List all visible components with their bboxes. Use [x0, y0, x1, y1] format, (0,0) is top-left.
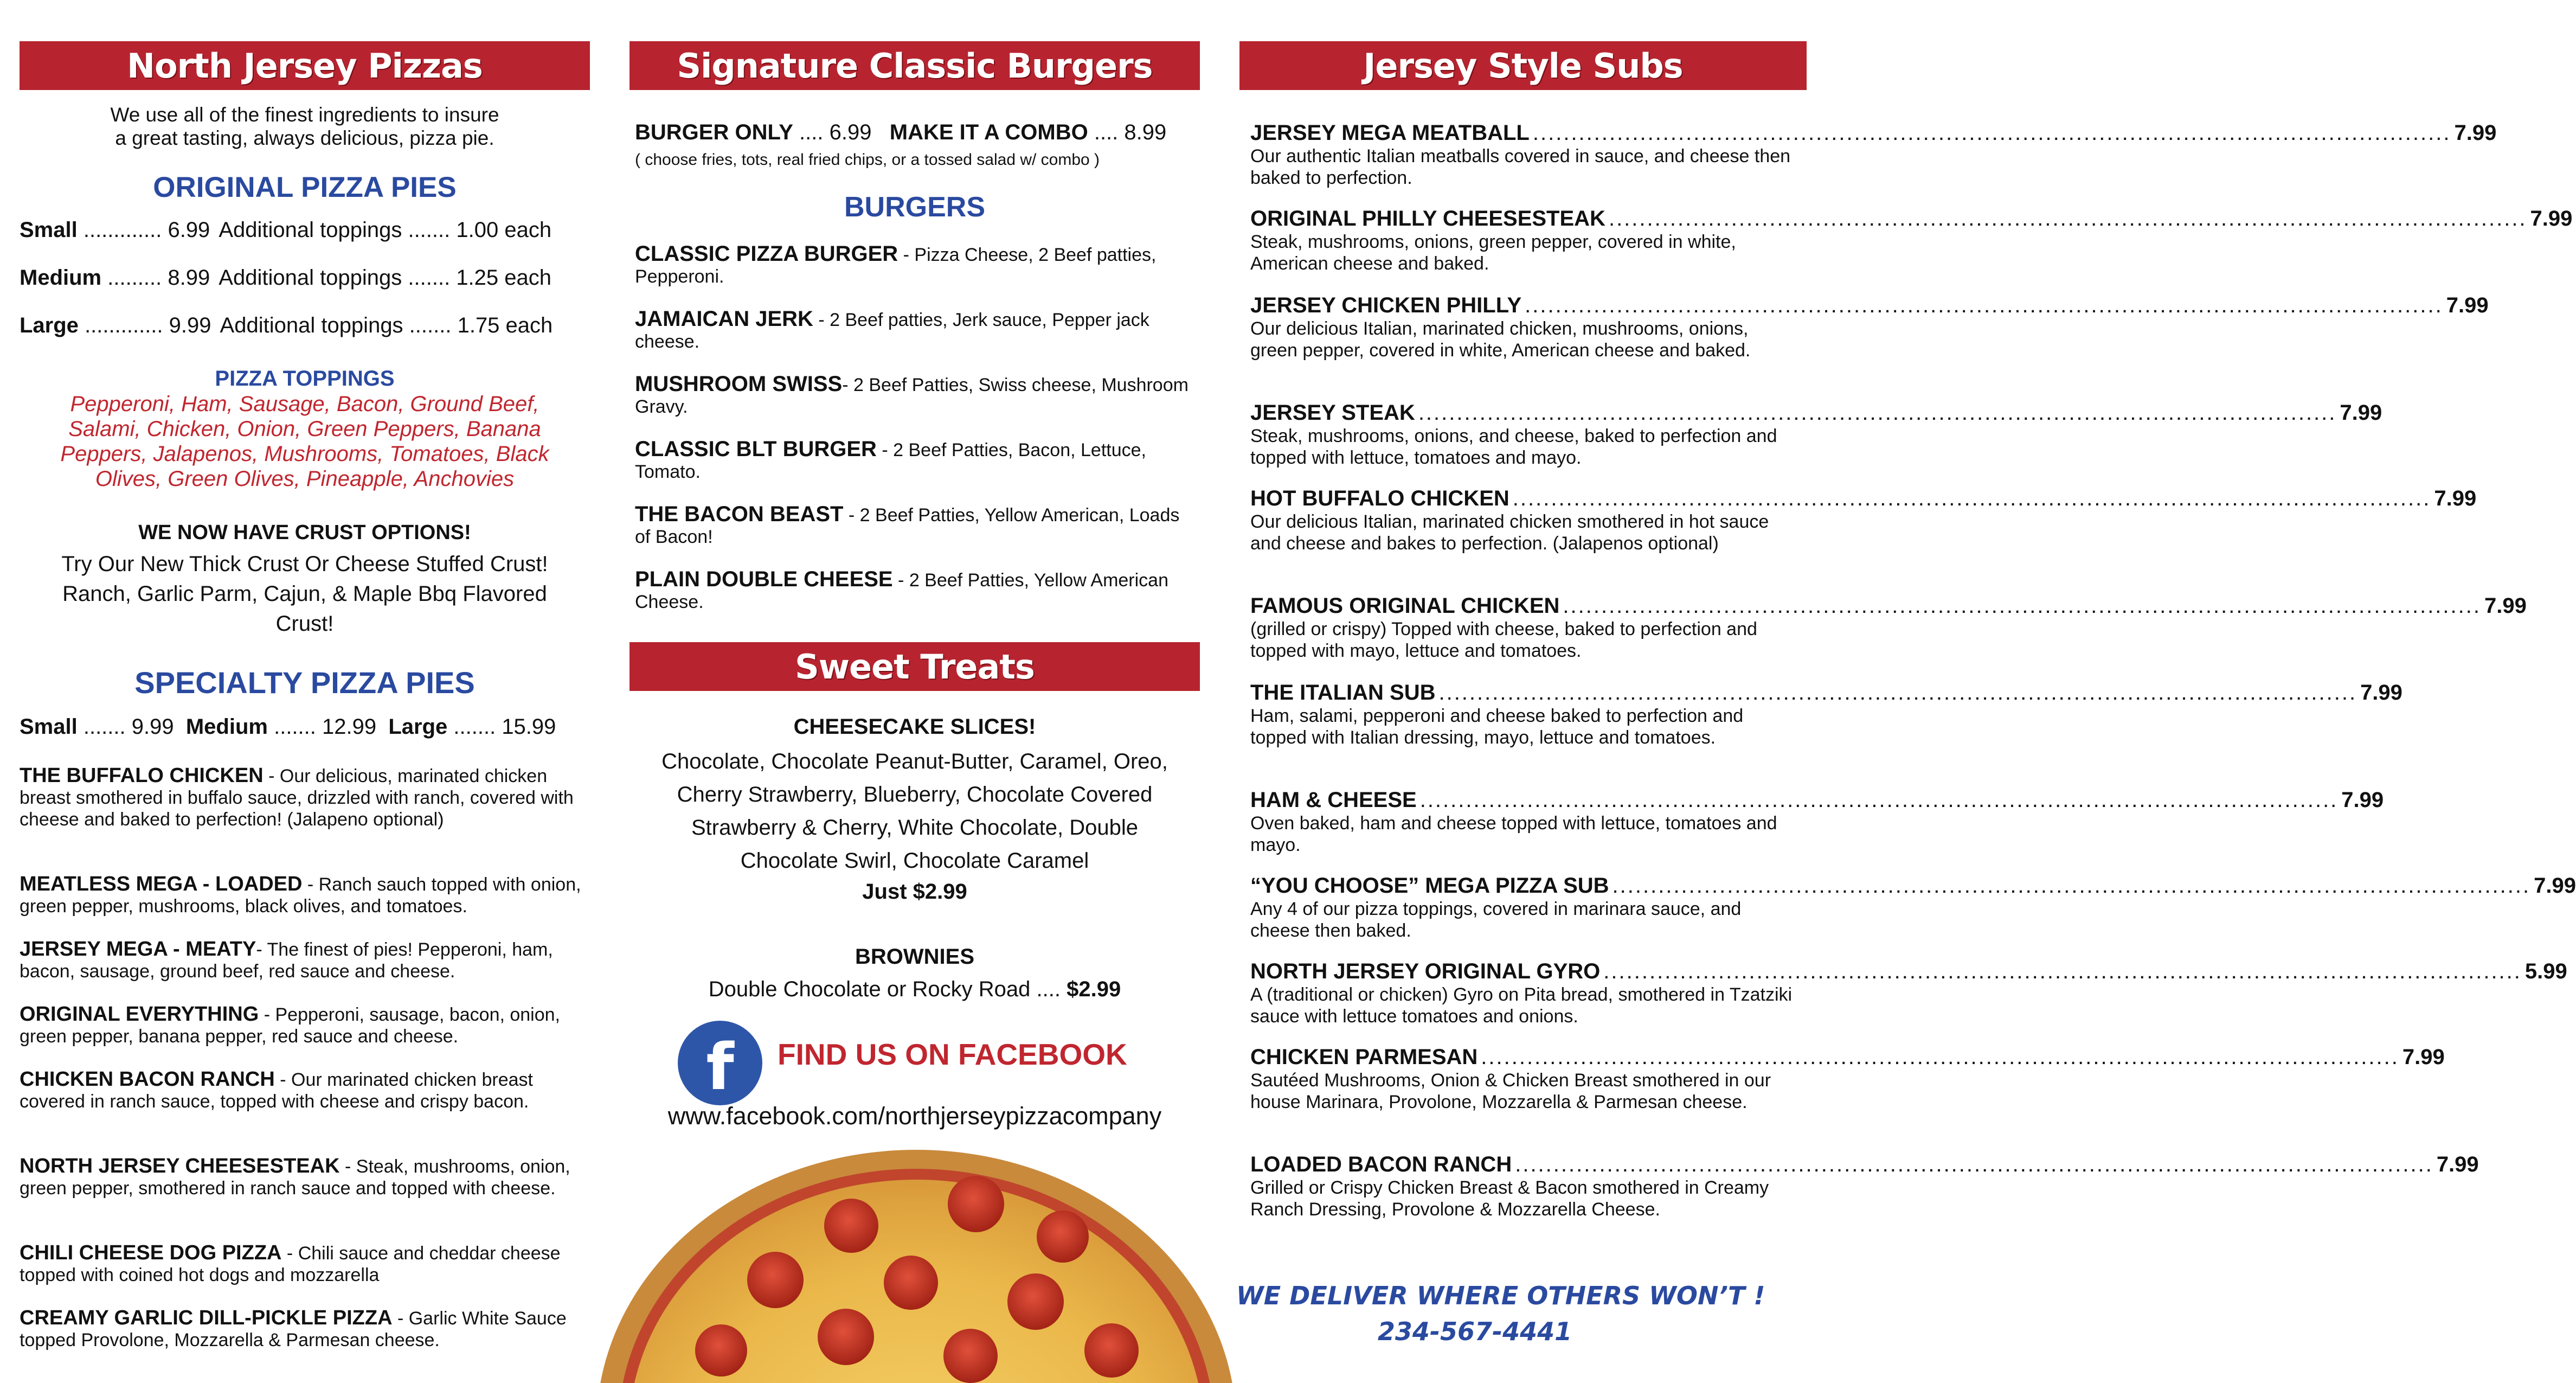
item-description: - Steak, mushrooms, onion, green pepper, smothered in ranch sauce and topped with cheese. [20, 1156, 570, 1199]
item-name: CHILI CHEESE DOG PIZZA [20, 1241, 282, 1264]
toppings-heading: PIZZA TOPPINGS [215, 367, 395, 390]
specialty-pizza-item [20, 1242, 590, 1286]
item-name: NORTH JERSEY ORIGINAL GYRO [1250, 959, 1601, 983]
item-name: FAMOUS ORIGINAL CHICKEN [1250, 594, 1560, 618]
item-name: CLASSIC PIZZA BURGER [635, 242, 898, 266]
size-price-value: 6.99 [168, 218, 210, 242]
item-description: - 2 Beef patties, Jerk sauce, Pepper jack cheese. [635, 310, 1149, 352]
sub-item [1250, 293, 2489, 361]
item-price: 7.99 [2530, 207, 2573, 230]
dot-leader: ........................................................................................................................ [1419, 788, 2339, 812]
brownies-heading: BROWNIES [855, 945, 974, 969]
item-price: 7.99 [2436, 1152, 2479, 1176]
sub-item [1250, 120, 2497, 189]
crust-heading: WE NOW HAVE CRUST OPTIONS! [138, 521, 471, 544]
intro-line: We use all of the finest ingredients to insure [110, 104, 499, 126]
cheesecake-price: Just $2.99 [862, 880, 967, 904]
burger-item [635, 373, 1199, 418]
item-description: - Garlic White Sauce topped Provolone, Mozzarella & Parmesan cheese. [20, 1308, 567, 1350]
item-description: Our delicious Italian, marinated chicken smothered in hot sauce and cheese and bakes to perfection. (Jalapenos optional) [1250, 511, 1769, 554]
price-small: ....... 9.99 [83, 715, 174, 739]
cheesecake-line: Cherry Strawberry, Blueberry, Chocolate Covered [677, 783, 1153, 806]
burger-only-price: .... 6.99 [799, 120, 872, 144]
dot-leader: ........................................................................................................................ [1608, 207, 2527, 230]
subs-title: Jersey Style Subs [1363, 46, 1683, 86]
item-price: 7.99 [2360, 681, 2402, 705]
item-description: - 2 Beef Patties, Bacon, Lettuce, Tomato. [635, 440, 1146, 482]
burger-item [635, 438, 1199, 483]
sub-header [1250, 206, 2573, 231]
item-name: NORTH JERSEY CHEESESTEAK [20, 1155, 340, 1177]
item-name: “YOU CHOOSE” MEGA PIZZA SUB [1250, 874, 1609, 898]
dot-leader: ........................................................................................................................ [1612, 874, 2531, 898]
cheesecake-line: Chocolate, Chocolate Peanut-Butter, Caramel, Oreo, [661, 750, 1168, 773]
item-price: 7.99 [2454, 121, 2497, 145]
cheesecake-flavors [629, 745, 1200, 878]
specialty-pizza-item [20, 1307, 590, 1351]
specialty-pizza-item [20, 1068, 590, 1112]
facebook-icon[interactable] [678, 1021, 762, 1105]
item-description: Our authentic Italian meatballs covered in sauce, and cheese then baked to perfection. [1250, 146, 1791, 188]
sub-header [1250, 1045, 2445, 1070]
item-description: Grilled or Crispy Chicken Breast & Bacon smothered in Creamy Ranch Dressing, Provolone & Mozzarella Cheese. [1250, 1177, 1769, 1220]
toppings-list [20, 392, 590, 491]
dot-leader: ........................................................................................................................ [1512, 486, 2431, 510]
delivery-slogan: WE DELIVER WHERE OTHERS WON’T ! [1236, 1281, 1765, 1310]
item-name: HOT BUFFALO CHICKEN [1250, 486, 1509, 510]
crust-line: Ranch, Garlic Parm, Cajun, & Maple Bbq Flavored [62, 582, 547, 606]
burger-item [635, 308, 1199, 353]
crust-line: Try Our New Thick Crust Or Cheese Stuffed Crust! [61, 552, 548, 576]
toppings-line: Olives, Green Olives, Pineapple, Anchovies [95, 467, 515, 491]
size-price: ......... [107, 266, 162, 290]
treats-title: Sweet Treats [795, 646, 1035, 687]
combo-note: ( choose fries, tots, real fried chips, or a tossed salad w/ combo ) [635, 151, 1100, 169]
item-description: - The finest of pies! Pepperoni, ham, bacon, sausage, ground beef, red sauce and cheese. [20, 939, 553, 982]
toppings-line: Peppers, Jalapenos, Mushrooms, Tomatoes, Black [60, 442, 549, 466]
item-description: Sautéed Mushrooms, Onion & Chicken Breast smothered in our house Marinara, Provolone, Mozzarella & Parmesan cheese. [1250, 1070, 1771, 1112]
price-row [20, 218, 551, 242]
item-description: Our delicious Italian, marinated chicken, mushrooms, onions, green pepper, covered in white, American cheese and baked. [1250, 318, 1751, 361]
sub-header [1250, 959, 2567, 984]
original-pies-heading: ORIGINAL PIZZA PIES [153, 171, 457, 203]
sub-item [1250, 959, 2567, 1027]
size-price: ............. [83, 218, 162, 242]
dot-leader: ........................................................................................................................ [1563, 594, 2481, 618]
dot-leader: ........................................................................................................................ [1438, 681, 2357, 705]
burgers-banner [629, 41, 1200, 90]
specialty-sizes [20, 715, 556, 739]
size-label: Medium [20, 266, 102, 290]
brownies-text: Double Chocolate or Rocky Road .... [708, 977, 1067, 1001]
sub-item [1250, 873, 2576, 942]
burgers-title: Signature Classic Burgers [677, 46, 1153, 86]
item-description: - Pepperoni, sausage, bacon, onion, green pepper, banana pepper, red sauce and cheese. [20, 1004, 561, 1047]
item-price: 7.99 [2434, 486, 2477, 510]
burger-pricing [635, 120, 1166, 145]
pizzas-intro [20, 103, 590, 150]
item-name: HAM & CHEESE [1250, 788, 1417, 812]
item-description: - Ranch sauch topped with onion, green pepper, mushrooms, black olives, and tomatoes. [20, 874, 581, 917]
facebook-f-glyph: f [706, 1029, 734, 1104]
sub-header [1250, 293, 2489, 318]
burger-item [635, 243, 1199, 287]
sub-header [1250, 1152, 2479, 1177]
sub-header [1250, 120, 2497, 145]
crust-line: Crust! [275, 612, 334, 636]
cheesecake-line: Strawberry & Cherry, White Chocolate, Double [691, 816, 1139, 840]
facebook-url[interactable]: www.facebook.com/northjerseypizzacompany [667, 1102, 1162, 1130]
price-medium: ....... 12.99 [274, 715, 377, 739]
item-description: - Chili sauce and cheddar cheese topped with coined hot dogs and mozzarella [20, 1243, 561, 1285]
phone-number[interactable]: 234-567-4441 [1377, 1317, 1572, 1346]
item-price: 7.99 [2341, 788, 2384, 812]
item-name: ORIGINAL PHILLY CHEESESTEAK [1250, 207, 1605, 230]
dot-leader: ........................................................................................................................ [1525, 293, 2443, 317]
item-description: - Our delicious, marinated chicken breast smothered in buffalo sauce, drizzled with ranch, covered with cheese and baked to perfection! (Jalapeno optional) [20, 766, 574, 830]
dot-leader: ........................................................................................................................ [1603, 959, 2522, 983]
item-price: 7.99 [2446, 293, 2489, 317]
specialty-pizza-item [20, 1003, 590, 1047]
burger-item [635, 568, 1199, 613]
dot-leader: ........................................................................................................................ [1481, 1045, 2399, 1069]
burger-only-label: BURGER ONLY [635, 120, 793, 144]
item-description: Steak, mushrooms, onions, and cheese, baked to perfection and topped with lettuce, tomatoes and mayo. [1250, 426, 1777, 468]
brownies-price: $2.99 [1067, 977, 1121, 1001]
subs-banner [1239, 41, 1807, 90]
item-description: A (traditional or chicken) Gyro on Pita bread, smothered in Tzatziki sauce with lettuce tomatoes and onions. [1250, 984, 1793, 1027]
item-description: Steak, mushrooms, onions, green pepper, covered in white, American cheese and baked. [1250, 232, 1736, 274]
item-name: CHICKEN BACON RANCH [20, 1068, 275, 1091]
sub-item [1250, 1152, 2479, 1220]
toppings-line: Salami, Chicken, Onion, Green Peppers, Banana [68, 417, 541, 441]
cheesecake-line: Chocolate Swirl, Chocolate Caramel [740, 849, 1089, 873]
specialty-heading: SPECIALTY PIZZA PIES [134, 665, 475, 700]
item-name: JERSEY STEAK [1250, 401, 1415, 425]
sub-item [1250, 206, 2573, 274]
specialty-pizza-item [20, 1155, 590, 1199]
item-description: Oven baked, ham and cheese topped with lettuce, tomatoes and mayo. [1250, 813, 1777, 855]
item-description: - 2 Beef Patties, Yellow American Cheese. [635, 570, 1168, 612]
toppings-line: Pepperoni, Ham, Sausage, Bacon, Ground Beef, [70, 392, 539, 416]
item-name: PLAIN DOUBLE CHEESE [635, 567, 893, 591]
item-price: 7.99 [2402, 1045, 2445, 1069]
item-price: 7.99 [2534, 874, 2576, 898]
dot-leader: ........................................................................................................................ [1418, 401, 2337, 425]
item-name: ORIGINAL EVERYTHING [20, 1003, 259, 1026]
dot-leader: ........................................................................................................................ [1532, 121, 2451, 145]
crust-text [20, 549, 590, 639]
size-small: Small [20, 715, 78, 739]
sub-header [1250, 680, 2402, 705]
item-name: CHICKEN PARMESAN [1250, 1045, 1478, 1069]
item-price: 7.99 [2484, 594, 2527, 618]
item-name: CREAMY GARLIC DILL-PICKLE PIZZA [20, 1307, 393, 1329]
additional-toppings-price: Additional toppings ....... 1.25 each [219, 266, 552, 290]
brownies-line [629, 977, 1200, 1002]
size-price-value: 9.99 [169, 313, 211, 337]
sub-item [1250, 486, 2477, 554]
specialty-pizza-item [20, 938, 590, 982]
item-description: Ham, salami, pepperoni and cheese baked to perfection and topped with Italian dressing, mayo, lettuce and tomatoes. [1250, 706, 1744, 748]
item-price: 5.99 [2524, 959, 2567, 983]
size-large: Large [388, 715, 448, 739]
dot-leader: ........................................................................................................................ [1515, 1152, 2433, 1176]
cheesecake-heading: CHEESECAKE SLICES! [793, 715, 1036, 739]
item-description: - 2 Beef Patties, Yellow American, Loads of Bacon! [635, 505, 1180, 547]
sub-header [1250, 593, 2527, 618]
item-name: JERSEY CHICKEN PHILLY [1250, 293, 1522, 317]
sub-item [1250, 593, 2527, 662]
item-name: MEATLESS MEGA - LOADED [20, 873, 303, 895]
item-name: MUSHROOM SWISS [635, 372, 843, 396]
item-name: THE BACON BEAST [635, 502, 844, 526]
size-medium: Medium [185, 715, 268, 739]
pepperoni-pizza-image [596, 1144, 1236, 1383]
specialty-pizza-item [20, 765, 590, 830]
sub-header [1250, 787, 2384, 812]
price-row [20, 266, 551, 290]
item-name: THE BUFFALO CHICKEN [20, 764, 264, 787]
sub-item [1250, 680, 2402, 748]
item-description: Any 4 of our pizza toppings, covered in marinara sauce, and cheese then baked. [1250, 899, 1742, 941]
price-row [20, 313, 553, 338]
intro-line: a great tasting, always delicious, pizza pie. [115, 127, 494, 149]
size-label: Large [20, 313, 79, 337]
sub-header [1250, 486, 2477, 511]
item-name: CLASSIC BLT BURGER [635, 437, 877, 461]
treats-banner [629, 642, 1200, 691]
facebook-label: FIND US ON FACEBOOK [778, 1038, 1127, 1071]
item-name: JERSEY MEGA MEATBALL [1250, 121, 1530, 145]
burger-item [635, 503, 1199, 548]
combo-label: MAKE IT A COMBO [889, 120, 1088, 144]
item-description: (grilled or crispy) Topped with cheese, baked to perfection and topped with mayo, lettuce and tomatoes. [1250, 619, 1757, 661]
item-name: JAMAICAN JERK [635, 307, 813, 331]
additional-toppings-price: Additional toppings ....... 1.00 each [219, 218, 552, 242]
item-name: LOADED BACON RANCH [1250, 1152, 1512, 1176]
sub-header [1250, 400, 2382, 425]
item-name: JERSEY MEGA - MEATY [20, 938, 256, 961]
pizzas-title: North Jersey Pizzas [127, 46, 483, 86]
sub-item [1250, 400, 2382, 469]
combo-price: .... 8.99 [1094, 120, 1167, 144]
item-description: - Our marinated chicken breast covered in ranch sauce, topped with cheese and crispy bacon. [20, 1070, 533, 1112]
item-price: 7.99 [2340, 401, 2382, 425]
pizzas-banner [20, 41, 590, 90]
size-label: Small [20, 218, 78, 242]
sub-item [1250, 1045, 2445, 1113]
burgers-heading: BURGERS [844, 191, 986, 223]
additional-toppings-price: Additional toppings ....... 1.75 each [220, 313, 553, 337]
specialty-pizza-item [20, 873, 590, 917]
item-description: - Pizza Cheese, 2 Beef patties, Pepperoni. [635, 245, 1157, 287]
size-price-value: 8.99 [168, 266, 210, 290]
price-large: ....... 15.99 [453, 715, 556, 739]
sub-item [1250, 787, 2384, 856]
item-description: - 2 Beef Patties, Swiss cheese, Mushroom Gravy. [635, 375, 1189, 417]
size-price: ............. [85, 313, 163, 337]
item-name: THE ITALIAN SUB [1250, 681, 1436, 705]
sub-header [1250, 873, 2576, 898]
